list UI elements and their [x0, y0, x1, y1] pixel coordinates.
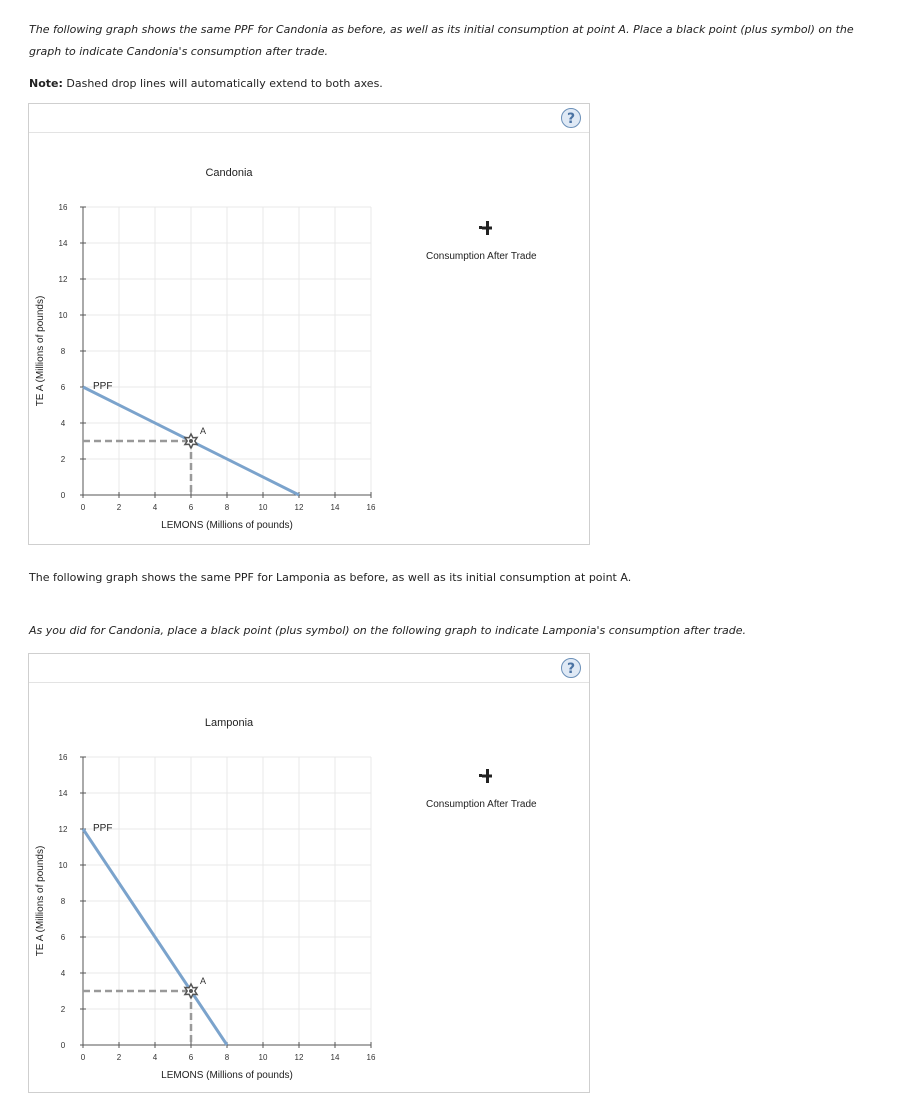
y-tick-label: 12	[58, 825, 68, 834]
y-tick-label: 2	[60, 455, 66, 464]
x-tick-label: 6	[188, 503, 194, 512]
y-tick-label: 2	[60, 1005, 66, 1014]
note-label: Note:	[29, 77, 63, 90]
y-tick-label: 4	[60, 419, 66, 428]
y-tick-label: 10	[58, 311, 68, 320]
point-a-label: A	[200, 976, 207, 986]
x-tick-label: 14	[330, 503, 340, 512]
y-axis-label: TE A (Millions of pounds)	[35, 295, 46, 407]
ppf-label: PPF	[93, 823, 113, 834]
x-tick-label: 2	[116, 503, 122, 512]
point-a-label: A	[200, 426, 207, 436]
plus-symbol-icon	[475, 767, 495, 787]
lamponia-task: As you did for Candonia, place a black point (plus symbol) on the following graph to indicate Lamponia's consumption after trade.	[29, 624, 747, 637]
consumption-after-trade-tool[interactable]	[475, 219, 495, 239]
consumption-after-trade-tool[interactable]	[475, 767, 495, 787]
y-tick-label: 14	[58, 789, 68, 798]
y-tick-label: 4	[60, 969, 66, 978]
candonia-graph-panel	[28, 103, 590, 545]
point-a-center	[189, 439, 193, 443]
y-tick-label: 16	[58, 203, 68, 212]
candonia-instructions: The following graph shows the same PPF for Candonia as before, as well as its initial consumption at point A. Place a black point (plus symbol) on the graph to indicate Candonia's consumption after trade.	[29, 23, 854, 58]
x-tick-label: 8	[224, 1053, 230, 1062]
y-tick-label: 6	[60, 383, 66, 392]
note-body: Dashed drop lines will automatically extend to both axes.	[62, 77, 383, 90]
x-tick-label: 12	[294, 503, 304, 512]
x-tick-label: 8	[224, 503, 230, 512]
y-tick-label: 8	[60, 897, 66, 906]
lamponia-chart[interactable]	[29, 654, 589, 1092]
x-tick-label: 12	[294, 1053, 304, 1062]
ppf-label: PPF	[93, 381, 113, 392]
y-tick-label: 16	[58, 753, 68, 762]
y-tick-label: 6	[60, 933, 66, 942]
x-tick-label: 2	[116, 1053, 122, 1062]
x-tick-label: 0	[80, 503, 86, 512]
consumption-after-trade-label: Consumption After Trade	[426, 251, 537, 262]
y-tick-label: 0	[60, 1041, 66, 1050]
lamponia-graph-panel	[28, 653, 590, 1093]
x-axis-label: LEMONS (Millions of pounds)	[161, 520, 293, 531]
x-axis-label: LEMONS (Millions of pounds)	[161, 1070, 293, 1081]
x-tick-label: 4	[152, 1053, 158, 1062]
help-button[interactable]: ?	[561, 658, 581, 678]
y-tick-label: 8	[60, 347, 66, 356]
plus-symbol-icon	[475, 219, 495, 239]
x-tick-label: 16	[366, 1053, 376, 1062]
help-button[interactable]: ?	[561, 108, 581, 128]
x-tick-label: 16	[366, 503, 376, 512]
note-text	[29, 73, 869, 95]
y-axis-label: TE A (Millions of pounds)	[35, 845, 46, 957]
x-tick-label: 14	[330, 1053, 340, 1062]
point-a-center	[189, 989, 193, 993]
chart-title: Candonia	[205, 167, 253, 179]
x-tick-label: 4	[152, 503, 158, 512]
x-tick-label: 10	[258, 1053, 268, 1062]
consumption-after-trade-label: Consumption After Trade	[426, 799, 537, 810]
y-tick-label: 14	[58, 239, 68, 248]
x-tick-label: 6	[188, 1053, 194, 1062]
candonia-chart[interactable]	[29, 104, 589, 544]
x-tick-label: 10	[258, 503, 268, 512]
chart-title: Lamponia	[204, 717, 254, 729]
lamponia-instructions: The following graph shows the same PPF for Lamponia as before, as well as its initial consumption at point A.	[29, 571, 632, 584]
y-tick-label: 0	[60, 491, 66, 500]
y-tick-label: 12	[58, 275, 68, 284]
y-tick-label: 10	[58, 861, 68, 870]
x-tick-label: 0	[80, 1053, 86, 1062]
